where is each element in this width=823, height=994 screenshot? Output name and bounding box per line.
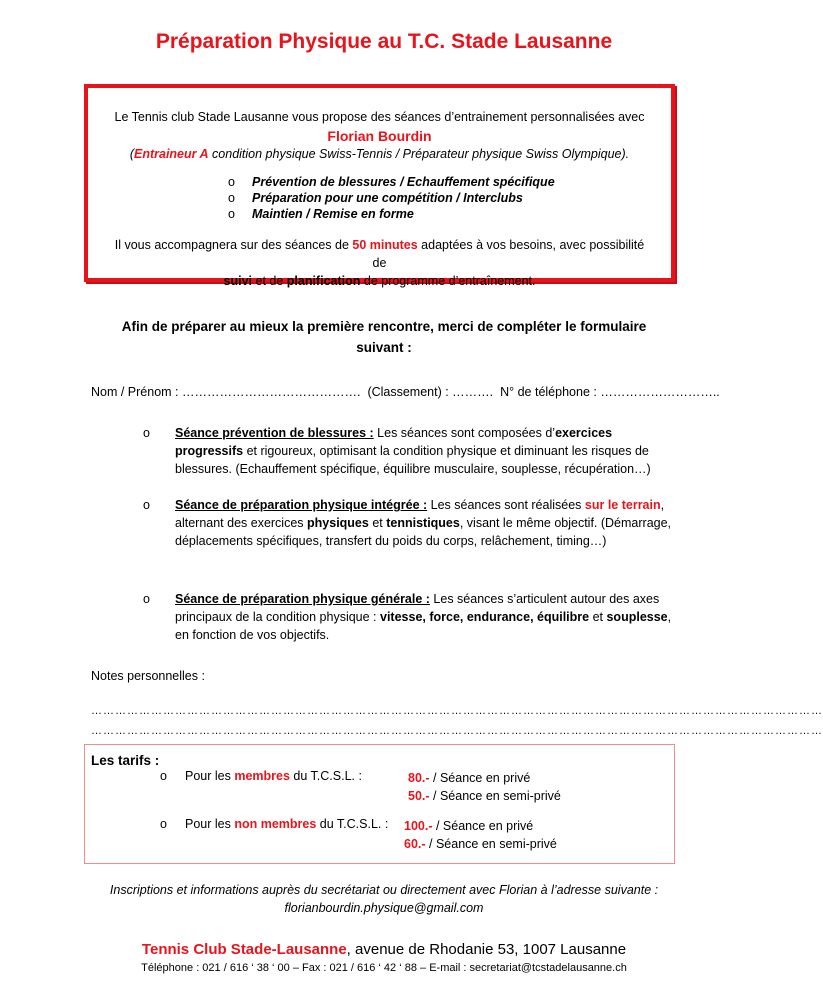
- bullet: o: [160, 769, 167, 783]
- tarif-label: Pour les non membres du T.C.S.L. :: [185, 817, 389, 831]
- footer-contacts: Téléphone : 021 / 616 ‘ 38 ‘ 00 – Fax : 021 / 616 ‘ 42 ‘ 88 – E-mail : secretariat@tcstadelausanne.ch: [141, 962, 627, 974]
- club-name: Tennis Club Stade-Lausanne: [141, 941, 347, 958]
- intro-box: [84, 84, 675, 288]
- phone-field[interactable]: N° de téléphone : ………………………..: [500, 385, 720, 399]
- notes-line[interactable]: …………………………………………………………………………………………………………………………………………………………………: [91, 705, 823, 717]
- bullet: o: [143, 592, 150, 606]
- intro-text: Le Tennis club Stade Lausanne vous propose des séances d’entrainement personnalisées avec: [114, 110, 645, 124]
- intro-tail: Il vous accompagnera sur des séances de 50 minutes adaptées à vos besoins, avec possibilité de suivi et de planification de programme d’entraînement.: [114, 238, 645, 288]
- tarifs-box: [84, 744, 675, 864]
- duration: 50 minutes: [352, 238, 418, 252]
- form-heading: Afin de préparer au mieux la première rencontre, merci de compléter le formulaire suivant :: [121, 319, 647, 355]
- bullet: o: [143, 426, 150, 440]
- form-fields: [91, 385, 720, 399]
- services-list: [228, 174, 555, 222]
- tarif-prices: 100.- / Séance en privé 60.- / Séance en semi-privé: [404, 819, 557, 851]
- list-item: o Maintien / Remise en forme: [228, 207, 414, 221]
- page-title: Préparation Physique au T.C. Stade Lausanne: [155, 30, 613, 53]
- bullet: o: [143, 498, 150, 512]
- tarifs-title: Les tarifs :: [91, 753, 160, 768]
- coach-role: Entraineur A: [134, 147, 209, 161]
- name-field[interactable]: Nom / Prénom : …………………………………….: [91, 385, 361, 399]
- notes-line[interactable]: …………………………………………………………………………………………………………………………………………………………………: [91, 725, 823, 737]
- ranking-field[interactable]: (Classement) : ……….: [367, 385, 494, 399]
- session-text: Séance prévention de blessures : Les séances sont composées d’exercices progressifs et rigoureux, optimisant la condition physique et diminuant les risques de blessures. (Echauffement spécifique, équilibre musculaire, souplesse, récupération…): [175, 426, 651, 476]
- session-text: Séance de préparation physique intégrée : Les séances sont réalisées sur le terrain, alternant des exercices physiques et tennistiques, visant le même objectif. (Démarrage, déplacements spécifiques, transfert du poids du corps, relâchement, timing…): [175, 498, 672, 548]
- list-item: o Prévention de blessures / Echauffement spécifique: [228, 175, 555, 189]
- contact-email[interactable]: florianbourdin.physique@gmail.com: [284, 901, 484, 915]
- coach-name: Florian Bourdin: [327, 128, 432, 144]
- tarif-label: Pour les membres du T.C.S.L. :: [185, 769, 362, 783]
- bullet: o: [160, 817, 167, 831]
- list-item: o Préparation pour une compétition / Interclubs: [228, 191, 523, 205]
- session-text: Séance de préparation physique générale : Les séances s’articulent autour des axes principaux de la condition physique : vitesse, force, endurance, équilibre et souplesse, en fonction de vos objectifs.: [175, 592, 672, 642]
- footer-address: Tennis Club Stade-Lausanne, avenue de Rhodanie 53, 1007 Lausanne: [141, 941, 627, 958]
- contact-info: Inscriptions et informations auprès du secrétariat ou directement avec Florian à l’adresse suivante : florianbourdin.physique@gmail.com: [0, 881, 768, 917]
- coach-credentials: (Entraineur A condition physique Swiss-Tennis / Préparateur physique Swiss Olympique).: [129, 147, 630, 161]
- tarif-prices: 80.- / Séance en privé 50.- / Séance en semi-privé: [408, 771, 561, 803]
- notes-label: Notes personnelles :: [91, 669, 205, 683]
